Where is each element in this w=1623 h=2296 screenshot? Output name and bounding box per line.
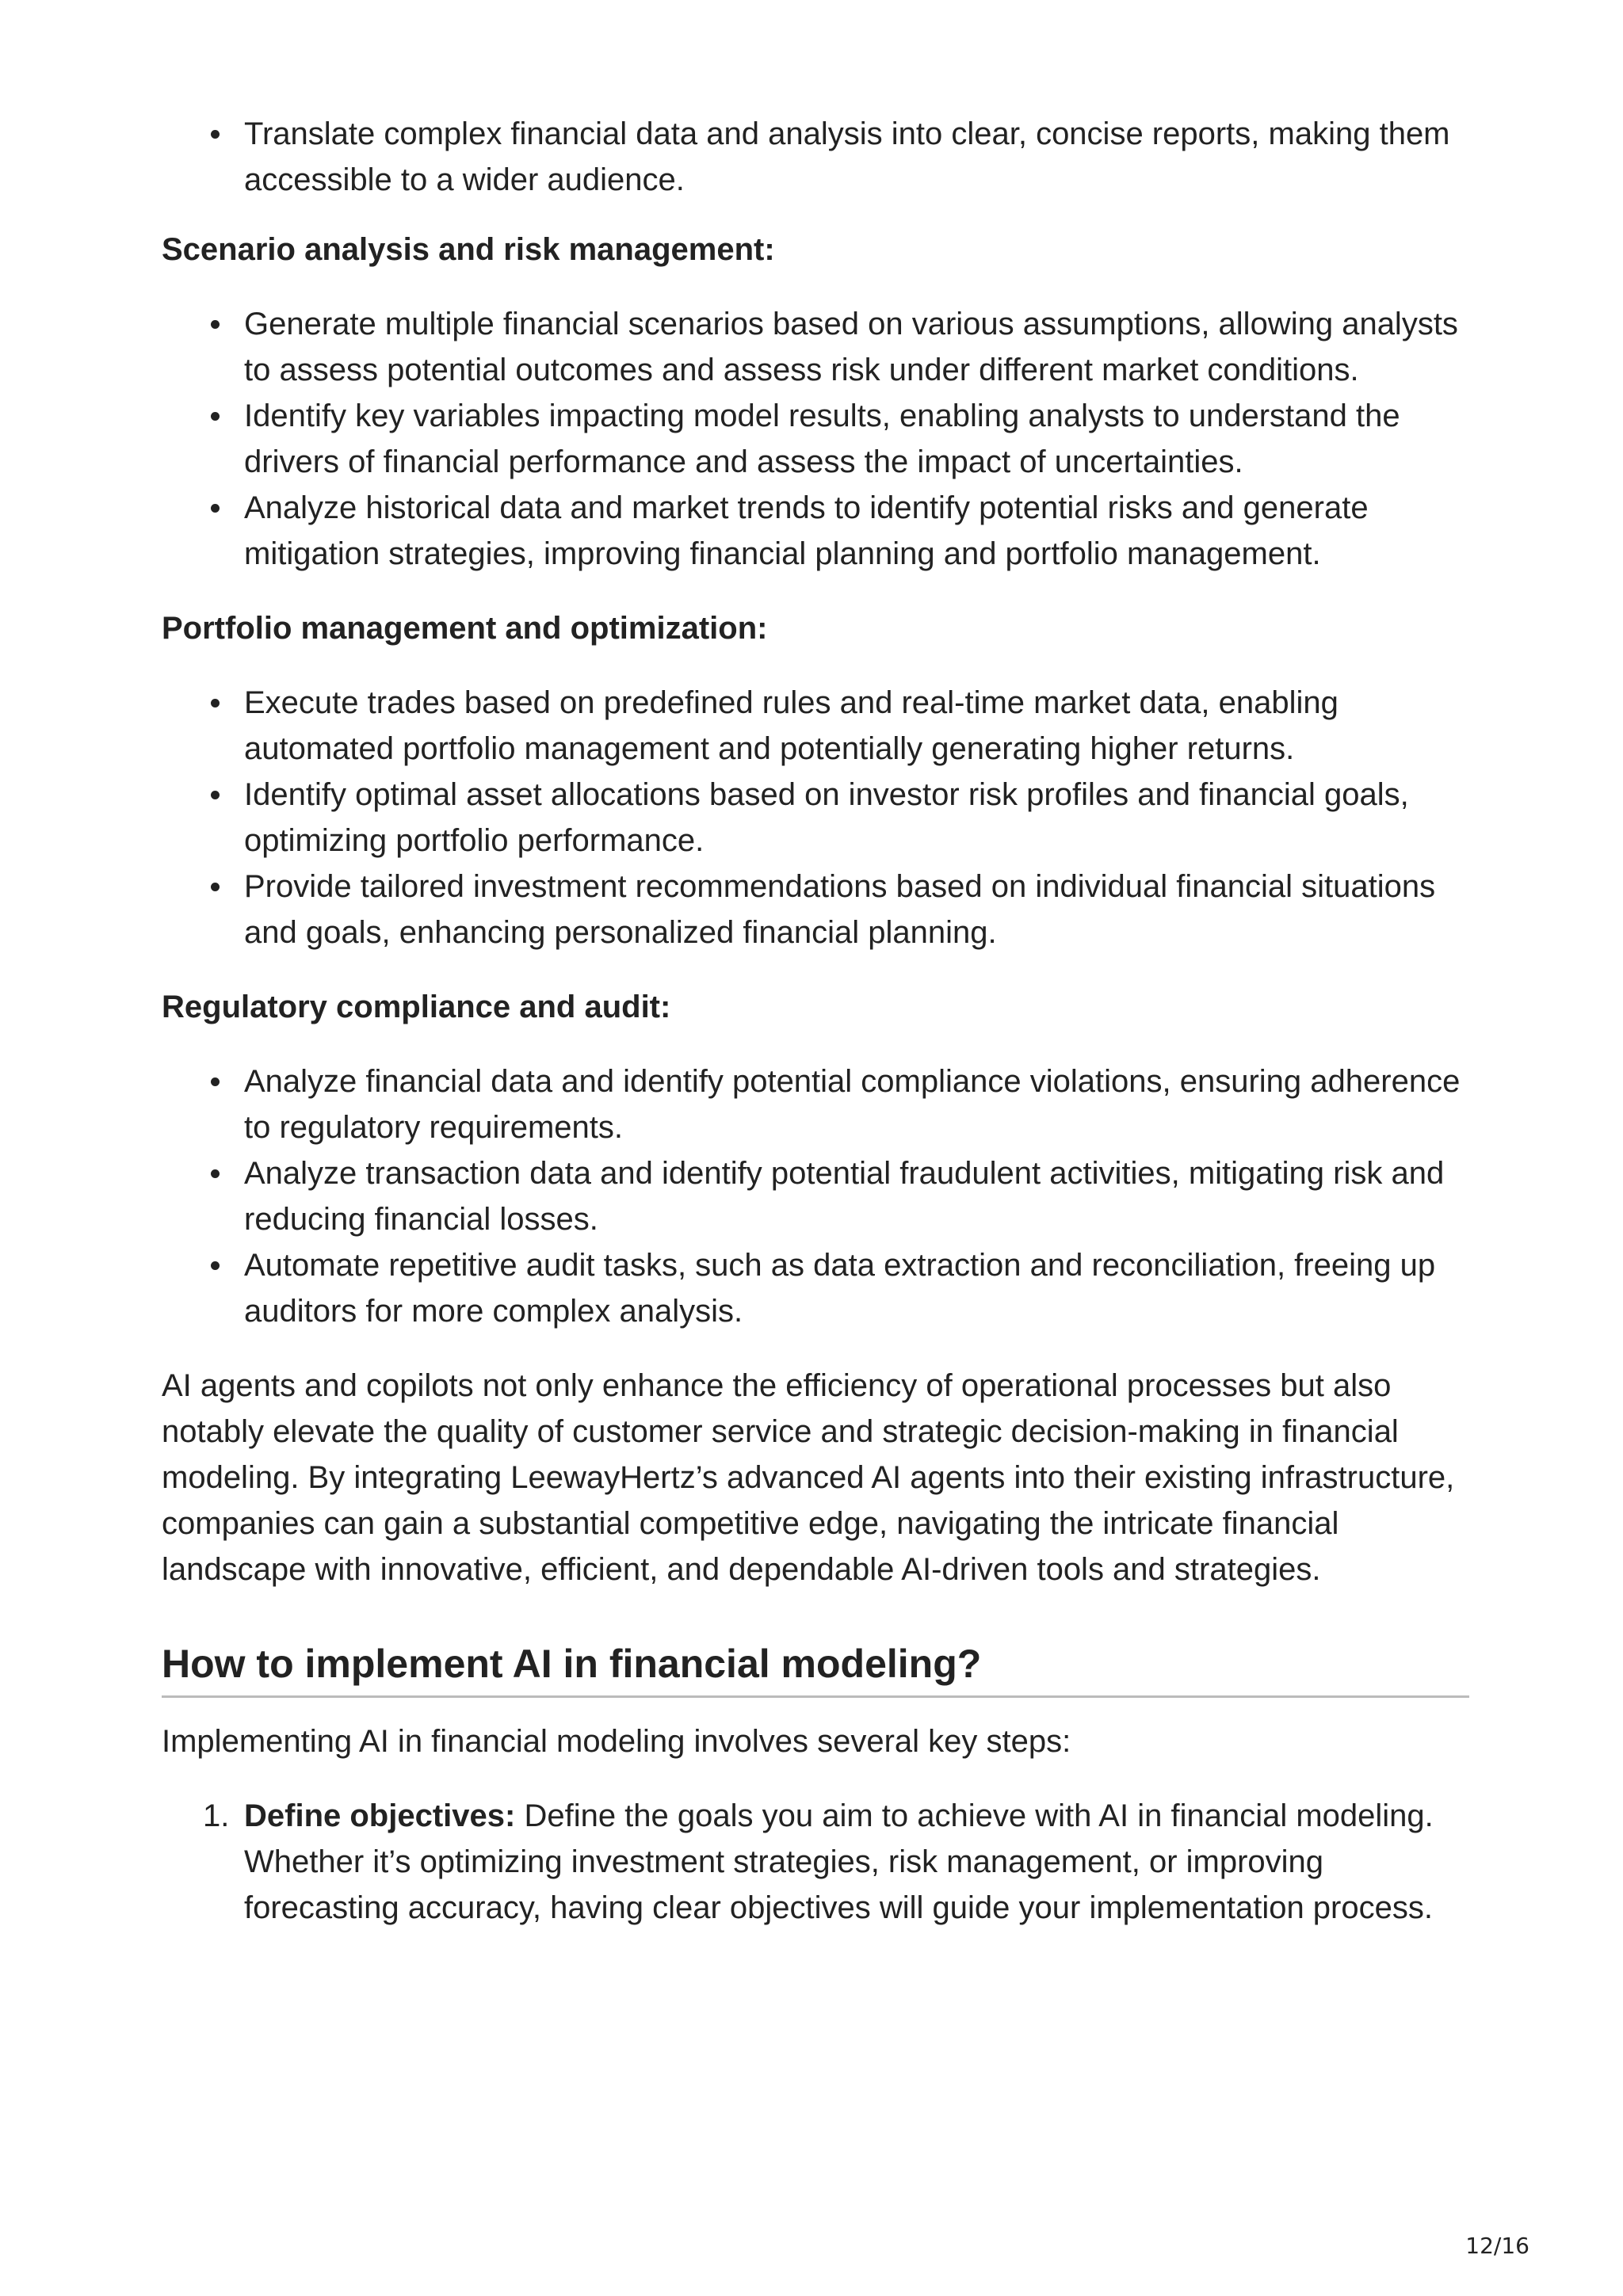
summary-paragraph: AI agents and copilots not only enhance the efficiency of operational processes but also notably elevate the quality of customer service and strategic decision-making in financial modeling. By integrating LeewayHertz’s advanced AI agents into their existing infrastructure, companies can gain a substantial competitive edge, navigating the intricate financial landscape with innovative, efficient, and dependable AI-driven tools and strategies. bbox=[162, 1368, 1455, 1587]
list-item bbox=[162, 1058, 1469, 1150]
list-item bbox=[162, 864, 1469, 955]
list-item-text: Identify optimal asset allocations based on investor risk profiles and financial goals, optimizing portfolio performance. bbox=[244, 777, 1409, 858]
intro-bullet-list bbox=[162, 111, 1469, 203]
list-item bbox=[162, 680, 1469, 772]
bullet-icon bbox=[211, 130, 220, 139]
bullet-icon bbox=[211, 699, 220, 707]
implement-intro: Implementing AI in financial modeling involves several key steps: bbox=[162, 1724, 1071, 1759]
page-number: 12/16 bbox=[1465, 2233, 1529, 2259]
bullet-icon bbox=[211, 412, 220, 421]
list-item-text: Automate repetitive audit tasks, such as data extraction and reconciliation, freeing up auditors for more complex analysis. bbox=[244, 1248, 1436, 1329]
scenario-bullet-list bbox=[162, 301, 1469, 577]
bullet-icon bbox=[211, 1261, 220, 1270]
list-item-text: Provide tailored investment recommendations based on individual financial situations and goals, enhancing personalized financial planning. bbox=[244, 869, 1436, 950]
implement-heading: How to implement AI in financial modeling? bbox=[162, 1638, 1469, 1698]
list-item bbox=[162, 485, 1469, 577]
bullet-icon bbox=[211, 504, 220, 513]
step-label: Define objectives: bbox=[244, 1798, 516, 1833]
list-item-text: Analyze transaction data and identify potential fraudulent activities, mitigating risk and reducing financial losses. bbox=[244, 1156, 1445, 1237]
list-item-text: Translate complex financial data and analysis into clear, concise reports, making them accessible to a wider audience. bbox=[244, 116, 1450, 197]
list-item-text: Execute trades based on predefined rules and real-time market data, enabling automated portfolio management and potentially generating higher returns. bbox=[244, 685, 1338, 766]
list-item bbox=[162, 1150, 1469, 1242]
bullet-icon bbox=[211, 883, 220, 891]
bullet-icon bbox=[211, 1077, 220, 1086]
document-page bbox=[162, 111, 1469, 1931]
list-item bbox=[162, 1242, 1469, 1334]
section-heading-scenario: Scenario analysis and risk management: bbox=[162, 232, 775, 267]
list-item bbox=[162, 301, 1469, 393]
bullet-icon bbox=[211, 1169, 220, 1178]
list-item bbox=[162, 393, 1469, 485]
list-item-text: Generate multiple financial scenarios based on various assumptions, allowing analysts to assess potential outcomes and assess risk under different market conditions. bbox=[244, 307, 1458, 387]
list-item bbox=[162, 772, 1469, 864]
list-item-text: Analyze historical data and market trends to identify potential risks and generate mitigation strategies, improving financial planning and portfolio management. bbox=[244, 490, 1369, 571]
step-number: 1. bbox=[203, 1798, 230, 1833]
section-heading-regulatory: Regulatory compliance and audit: bbox=[162, 990, 671, 1024]
bullet-icon bbox=[211, 320, 220, 329]
regulatory-bullet-list bbox=[162, 1058, 1469, 1334]
list-item-text: Identify key variables impacting model results, enabling analysts to understand the drivers of financial performance and assess the impact of uncertainties. bbox=[244, 399, 1400, 479]
section-heading-portfolio: Portfolio management and optimization: bbox=[162, 611, 768, 646]
bullet-icon bbox=[211, 791, 220, 799]
list-item bbox=[162, 1793, 1469, 1931]
implement-steps-list bbox=[162, 1793, 1469, 1931]
portfolio-bullet-list bbox=[162, 680, 1469, 955]
step-text: Define the goals you aim to achieve with AI in financial modeling. Whether it’s optimizing investment strategies, risk management, or improving forecasting accuracy, having clear objectives will guide your implementation process. bbox=[244, 1798, 1434, 1925]
list-item bbox=[162, 111, 1469, 203]
list-item-text: Analyze financial data and identify potential compliance violations, ensuring adherence to regulatory requirements. bbox=[244, 1064, 1461, 1145]
